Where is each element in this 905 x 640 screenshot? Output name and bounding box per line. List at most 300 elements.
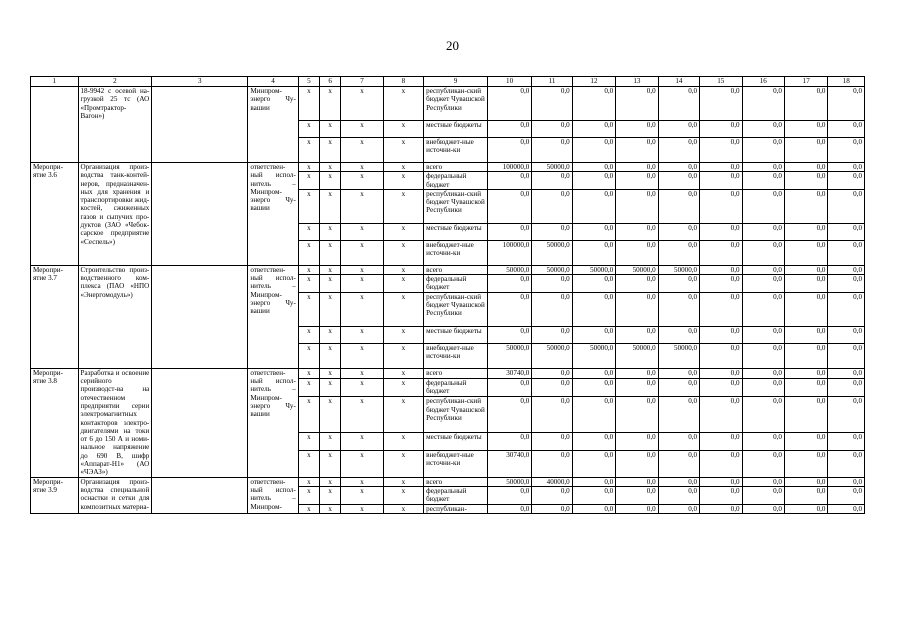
empty-cell: [152, 265, 248, 368]
value-cell: 0,0: [784, 172, 827, 190]
value-cell: 0,0: [828, 504, 865, 513]
value-cell: 50000,0: [658, 343, 699, 368]
x-mark-cell: х: [341, 451, 383, 477]
value-cell: 0,0: [784, 292, 827, 326]
x-mark-cell: х: [320, 275, 341, 293]
x-mark-cell: х: [383, 189, 423, 223]
value-cell: 0,0: [742, 223, 784, 240]
funding-source-cell: федеральный бюджет: [424, 275, 488, 293]
x-mark-cell: х: [320, 189, 341, 223]
x-mark-cell: х: [298, 368, 319, 378]
value-cell: 0,0: [742, 240, 784, 265]
value-cell: 0,0: [784, 343, 827, 368]
value-cell: 0,0: [532, 189, 572, 223]
event-cell: Меропри-ятие 3.6: [31, 163, 79, 266]
value-cell: 0,0: [532, 87, 572, 121]
empty-cell: [152, 87, 248, 163]
value-cell: 0,0: [700, 275, 742, 293]
column-header: 2: [78, 77, 152, 87]
funding-source-cell: всего: [424, 477, 488, 486]
funding-source-cell: республикан-: [424, 504, 488, 513]
value-cell: 0,0: [532, 121, 572, 138]
value-cell: 0,0: [658, 397, 699, 433]
x-mark-cell: х: [383, 451, 423, 477]
value-cell: 0,0: [700, 121, 742, 138]
x-mark-cell: х: [341, 240, 383, 265]
x-mark-cell: х: [320, 121, 341, 138]
value-cell: 0,0: [658, 486, 699, 504]
value-cell: 0,0: [784, 275, 827, 293]
event-title-cell: Разработка и освоение серийного производст-ва на отечественном предприятии серии электромагнитных контакторов электро-двигателями на токи от 6 до 150 А и номи-нальное напряжение до 690 В, шифр «Аппарат-Н1» (АО «ЧЭАЗ»): [78, 368, 152, 477]
value-cell: 0,0: [742, 326, 784, 343]
executor-cell: ответствен-ный испол-нитель – Минпром-энерго Чу-вашии: [248, 265, 299, 368]
value-cell: 0,0: [742, 397, 784, 433]
funding-source-cell: всего: [424, 368, 488, 378]
value-cell: 50000,0: [532, 240, 572, 265]
value-cell: 0,0: [742, 451, 784, 477]
value-cell: 50000,0: [572, 265, 615, 274]
value-cell: 0,0: [572, 326, 615, 343]
x-mark-cell: х: [383, 477, 423, 486]
value-cell: 0,0: [572, 433, 615, 451]
x-mark-cell: х: [320, 433, 341, 451]
value-cell: 0,0: [742, 138, 784, 163]
x-mark-cell: х: [298, 223, 319, 240]
page-number: 20: [446, 38, 459, 53]
x-mark-cell: х: [341, 265, 383, 274]
funding-source-cell: внебюджет-ные источни-ки: [424, 138, 488, 163]
x-mark-cell: х: [341, 189, 383, 223]
value-cell: 0,0: [616, 121, 658, 138]
x-mark-cell: х: [341, 378, 383, 397]
x-mark-cell: х: [341, 433, 383, 451]
value-cell: 0,0: [572, 87, 615, 121]
x-mark-cell: х: [383, 223, 423, 240]
value-cell: 0,0: [742, 378, 784, 397]
value-cell: 0,0: [616, 378, 658, 397]
value-cell: 0,0: [658, 189, 699, 223]
x-mark-cell: х: [298, 292, 319, 326]
event-title-cell: Организация произ-водства танк-контей-неров, предназначен-ных для хранения и транспортировки жид-костей, сжиженных газов и сыпучих про-дуктов (ЗАО «Чебок-сарское предприятие «Сеспель»): [78, 163, 152, 266]
value-cell: 0,0: [784, 265, 827, 274]
x-mark-cell: х: [341, 163, 383, 172]
x-mark-cell: х: [298, 240, 319, 265]
value-cell: 50000,0: [532, 265, 572, 274]
empty-cell: [152, 163, 248, 266]
event-cell: Меропри-ятие 3.7: [31, 265, 79, 368]
value-cell: 0,0: [572, 275, 615, 293]
x-mark-cell: х: [383, 504, 423, 513]
x-mark-cell: х: [320, 223, 341, 240]
x-mark-cell: х: [320, 326, 341, 343]
value-cell: 0,0: [742, 172, 784, 190]
value-cell: 0,0: [616, 451, 658, 477]
value-cell: 0,0: [616, 292, 658, 326]
value-cell: 0,0: [572, 477, 615, 486]
value-cell: 0,0: [784, 138, 827, 163]
value-cell: 0,0: [616, 486, 658, 504]
x-mark-cell: х: [320, 87, 341, 121]
x-mark-cell: х: [298, 87, 319, 121]
x-mark-cell: х: [341, 368, 383, 378]
value-cell: 0,0: [572, 292, 615, 326]
x-mark-cell: х: [298, 189, 319, 223]
value-cell: 0,0: [658, 378, 699, 397]
value-cell: 0,0: [700, 477, 742, 486]
funding-source-cell: внебюджет-ные источни-ки: [424, 343, 488, 368]
value-cell: 0,0: [700, 326, 742, 343]
x-mark-cell: х: [320, 240, 341, 265]
value-cell: 0,0: [828, 172, 865, 190]
column-header: 10: [487, 77, 531, 87]
value-cell: 0,0: [742, 504, 784, 513]
value-cell: 0,0: [784, 504, 827, 513]
value-cell: 100000,0: [487, 240, 531, 265]
event-title-cell: 18-9942 с осевой на-грузкой 25 тс (АО «Промтрактор-Вагон»): [78, 87, 152, 163]
value-cell: 0,0: [828, 189, 865, 223]
value-cell: 0,0: [658, 477, 699, 486]
value-cell: 0,0: [532, 397, 572, 433]
value-cell: 0,0: [532, 451, 572, 477]
value-cell: 0,0: [487, 292, 531, 326]
value-cell: 0,0: [700, 189, 742, 223]
value-cell: 50000,0: [487, 477, 531, 486]
funding-source-cell: всего: [424, 265, 488, 274]
value-cell: 0,0: [572, 189, 615, 223]
event-title-cell: Организация произ-водства специальной оснастки и сетки для композитных материа-: [78, 477, 152, 513]
x-mark-cell: х: [383, 433, 423, 451]
value-cell: 0,0: [784, 368, 827, 378]
column-header: 18: [828, 77, 865, 87]
value-cell: 0,0: [616, 172, 658, 190]
x-mark-cell: х: [383, 326, 423, 343]
value-cell: 0,0: [487, 326, 531, 343]
event-cell: Меропри-ятие 3.8: [31, 368, 79, 477]
value-cell: 0,0: [828, 275, 865, 293]
value-cell: 50000,0: [616, 343, 658, 368]
value-cell: 0,0: [784, 163, 827, 172]
value-cell: 0,0: [658, 223, 699, 240]
value-cell: 0,0: [784, 451, 827, 477]
column-header: 13: [616, 77, 658, 87]
value-cell: 0,0: [700, 163, 742, 172]
empty-cell: [152, 368, 248, 477]
x-mark-cell: х: [320, 292, 341, 326]
x-mark-cell: х: [320, 451, 341, 477]
executor-cell: Минпром-энерго Чу-вашии: [248, 87, 299, 163]
column-header: 4: [248, 77, 299, 87]
funding-source-cell: внебюджет-ные источни-ки: [424, 451, 488, 477]
value-cell: 50000,0: [487, 265, 531, 274]
value-cell: 0,0: [616, 368, 658, 378]
value-cell: 0,0: [532, 138, 572, 163]
x-mark-cell: х: [383, 172, 423, 190]
value-cell: 0,0: [700, 223, 742, 240]
value-cell: 0,0: [700, 292, 742, 326]
value-cell: 0,0: [742, 275, 784, 293]
funding-source-cell: федеральный бюджет: [424, 172, 488, 190]
value-cell: 0,0: [616, 87, 658, 121]
value-cell: 100000,0: [487, 163, 531, 172]
value-cell: 0,0: [784, 486, 827, 504]
x-mark-cell: х: [320, 265, 341, 274]
column-header: 15: [700, 77, 742, 87]
value-cell: 0,0: [784, 87, 827, 121]
funding-source-cell: республикан-ский бюджет Чувашской Республики: [424, 189, 488, 223]
value-cell: 0,0: [828, 433, 865, 451]
value-cell: 0,0: [532, 275, 572, 293]
value-cell: 50000,0: [572, 343, 615, 368]
value-cell: 50000,0: [616, 265, 658, 274]
value-cell: 0,0: [784, 240, 827, 265]
x-mark-cell: х: [298, 477, 319, 486]
value-cell: 0,0: [616, 504, 658, 513]
value-cell: 0,0: [532, 433, 572, 451]
x-mark-cell: х: [298, 172, 319, 190]
value-cell: 0,0: [828, 292, 865, 326]
value-cell: 0,0: [700, 486, 742, 504]
value-cell: 0,0: [828, 138, 865, 163]
value-cell: 0,0: [532, 486, 572, 504]
table-row: [31, 477, 865, 486]
value-cell: 0,0: [658, 275, 699, 293]
value-cell: 0,0: [616, 397, 658, 433]
value-cell: 0,0: [700, 138, 742, 163]
value-cell: 0,0: [572, 486, 615, 504]
value-cell: 0,0: [700, 240, 742, 265]
x-mark-cell: х: [383, 275, 423, 293]
value-cell: 0,0: [828, 451, 865, 477]
table-row: [31, 368, 865, 378]
x-mark-cell: х: [298, 275, 319, 293]
value-cell: 30740,0: [487, 451, 531, 477]
value-cell: 0,0: [784, 121, 827, 138]
column-header: 5: [298, 77, 319, 87]
value-cell: 0,0: [616, 275, 658, 293]
x-mark-cell: х: [298, 265, 319, 274]
value-cell: 0,0: [572, 451, 615, 477]
value-cell: 0,0: [487, 223, 531, 240]
value-cell: 0,0: [616, 240, 658, 265]
table-row: [31, 87, 865, 121]
value-cell: 0,0: [700, 343, 742, 368]
value-cell: 0,0: [828, 87, 865, 121]
x-mark-cell: х: [341, 397, 383, 433]
header-row: [31, 77, 865, 87]
value-cell: 0,0: [742, 368, 784, 378]
event-cell: Меропри-ятие 3.9: [31, 477, 79, 513]
value-cell: 0,0: [700, 451, 742, 477]
value-cell: 0,0: [616, 477, 658, 486]
x-mark-cell: х: [341, 223, 383, 240]
x-mark-cell: х: [298, 121, 319, 138]
value-cell: 0,0: [572, 378, 615, 397]
column-header: 12: [572, 77, 615, 87]
x-mark-cell: х: [298, 138, 319, 163]
value-cell: 0,0: [742, 265, 784, 274]
value-cell: 0,0: [487, 486, 531, 504]
x-mark-cell: х: [383, 397, 423, 433]
x-mark-cell: х: [341, 326, 383, 343]
value-cell: 0,0: [700, 87, 742, 121]
x-mark-cell: х: [320, 504, 341, 513]
x-mark-cell: х: [383, 138, 423, 163]
value-cell: 0,0: [784, 477, 827, 486]
x-mark-cell: х: [320, 163, 341, 172]
value-cell: 0,0: [700, 172, 742, 190]
executor-cell: ответствен-ный испол-нитель – Минпром-энерго Чу-вашии: [248, 163, 299, 266]
value-cell: 0,0: [658, 326, 699, 343]
executor-cell: ответствен-ный испол-нитель – Минпром-: [248, 477, 299, 513]
value-cell: 0,0: [784, 223, 827, 240]
value-cell: 0,0: [487, 121, 531, 138]
value-cell: 0,0: [700, 397, 742, 433]
value-cell: 0,0: [616, 189, 658, 223]
column-header: 3: [152, 77, 248, 87]
x-mark-cell: х: [298, 504, 319, 513]
value-cell: 0,0: [572, 172, 615, 190]
value-cell: 0,0: [532, 172, 572, 190]
value-cell: 0,0: [828, 368, 865, 378]
value-cell: 0,0: [700, 433, 742, 451]
executor-cell: ответствен-ный испол-нитель – Минпром-энерго Чу-вашии: [248, 368, 299, 477]
value-cell: 0,0: [658, 451, 699, 477]
value-cell: 0,0: [742, 343, 784, 368]
funding-source-cell: федеральный бюджет: [424, 486, 488, 504]
value-cell: 0,0: [784, 433, 827, 451]
value-cell: 0,0: [487, 504, 531, 513]
x-mark-cell: х: [383, 343, 423, 368]
value-cell: 0,0: [784, 378, 827, 397]
column-header: 16: [742, 77, 784, 87]
value-cell: 0,0: [572, 121, 615, 138]
table-row: [31, 163, 865, 172]
x-mark-cell: х: [320, 172, 341, 190]
x-mark-cell: х: [341, 172, 383, 190]
value-cell: 0,0: [487, 172, 531, 190]
value-cell: 0,0: [828, 397, 865, 433]
value-cell: 0,0: [532, 368, 572, 378]
x-mark-cell: х: [341, 486, 383, 504]
value-cell: 0,0: [487, 189, 531, 223]
value-cell: 0,0: [658, 292, 699, 326]
value-cell: 0,0: [828, 265, 865, 274]
column-header: 11: [532, 77, 572, 87]
empty-cell: [152, 477, 248, 513]
event-title-cell: Строительство произ-водственного ком-плекса (ПАО «НПО «Энергомодуль»): [78, 265, 152, 368]
value-cell: 50000,0: [487, 343, 531, 368]
value-cell: 0,0: [487, 397, 531, 433]
value-cell: 0,0: [700, 368, 742, 378]
value-cell: 0,0: [487, 87, 531, 121]
value-cell: 0,0: [784, 326, 827, 343]
value-cell: 0,0: [532, 378, 572, 397]
value-cell: 0,0: [616, 223, 658, 240]
value-cell: 0,0: [658, 87, 699, 121]
funding-source-cell: внебюджет-ные источни-ки: [424, 240, 488, 265]
value-cell: 0,0: [828, 326, 865, 343]
value-cell: 0,0: [658, 504, 699, 513]
x-mark-cell: х: [298, 378, 319, 397]
column-header: 9: [424, 77, 488, 87]
value-cell: 0,0: [572, 504, 615, 513]
funding-source-cell: местные бюджеты: [424, 433, 488, 451]
value-cell: 0,0: [572, 223, 615, 240]
column-header: 1: [31, 77, 79, 87]
funding-source-cell: всего: [424, 163, 488, 172]
value-cell: 0,0: [572, 397, 615, 433]
value-cell: 0,0: [742, 433, 784, 451]
funding-source-cell: местные бюджеты: [424, 223, 488, 240]
value-cell: 0,0: [700, 378, 742, 397]
value-cell: 0,0: [828, 486, 865, 504]
value-cell: 0,0: [784, 189, 827, 223]
column-header: 7: [341, 77, 383, 87]
x-mark-cell: х: [383, 292, 423, 326]
value-cell: 0,0: [572, 163, 615, 172]
value-cell: 0,0: [572, 240, 615, 265]
value-cell: 0,0: [487, 275, 531, 293]
x-mark-cell: х: [341, 477, 383, 486]
value-cell: 0,0: [487, 378, 531, 397]
x-mark-cell: х: [383, 368, 423, 378]
value-cell: 0,0: [700, 504, 742, 513]
x-mark-cell: х: [320, 138, 341, 163]
value-cell: 0,0: [700, 265, 742, 274]
x-mark-cell: х: [383, 163, 423, 172]
value-cell: 0,0: [828, 121, 865, 138]
value-cell: 0,0: [532, 504, 572, 513]
value-cell: 0,0: [487, 138, 531, 163]
table-row: [31, 265, 865, 274]
value-cell: 0,0: [742, 189, 784, 223]
value-cell: 0,0: [532, 326, 572, 343]
value-cell: 0,0: [784, 397, 827, 433]
x-mark-cell: х: [320, 486, 341, 504]
event-cell: [31, 87, 79, 163]
value-cell: 0,0: [828, 240, 865, 265]
value-cell: 50000,0: [658, 265, 699, 274]
x-mark-cell: х: [341, 87, 383, 121]
x-mark-cell: х: [383, 121, 423, 138]
value-cell: 0,0: [572, 138, 615, 163]
value-cell: 0,0: [742, 121, 784, 138]
x-mark-cell: х: [383, 240, 423, 265]
funding-source-cell: федеральный бюджет: [424, 378, 488, 397]
value-cell: 0,0: [742, 486, 784, 504]
x-mark-cell: х: [298, 343, 319, 368]
x-mark-cell: х: [383, 378, 423, 397]
value-cell: 0,0: [742, 477, 784, 486]
value-cell: 50000,0: [532, 163, 572, 172]
x-mark-cell: х: [341, 504, 383, 513]
value-cell: 0,0: [532, 292, 572, 326]
x-mark-cell: х: [320, 378, 341, 397]
funding-source-cell: республикан-ский бюджет Чувашской Республики: [424, 87, 488, 121]
x-mark-cell: х: [298, 433, 319, 451]
value-cell: 0,0: [658, 138, 699, 163]
value-cell: 0,0: [616, 433, 658, 451]
x-mark-cell: х: [341, 343, 383, 368]
value-cell: 0,0: [616, 163, 658, 172]
x-mark-cell: х: [320, 343, 341, 368]
value-cell: 0,0: [742, 87, 784, 121]
value-cell: 0,0: [742, 163, 784, 172]
funding-source-cell: республикан-ский бюджет Чувашской Республики: [424, 397, 488, 433]
value-cell: 0,0: [658, 172, 699, 190]
x-mark-cell: х: [341, 138, 383, 163]
x-mark-cell: х: [341, 275, 383, 293]
